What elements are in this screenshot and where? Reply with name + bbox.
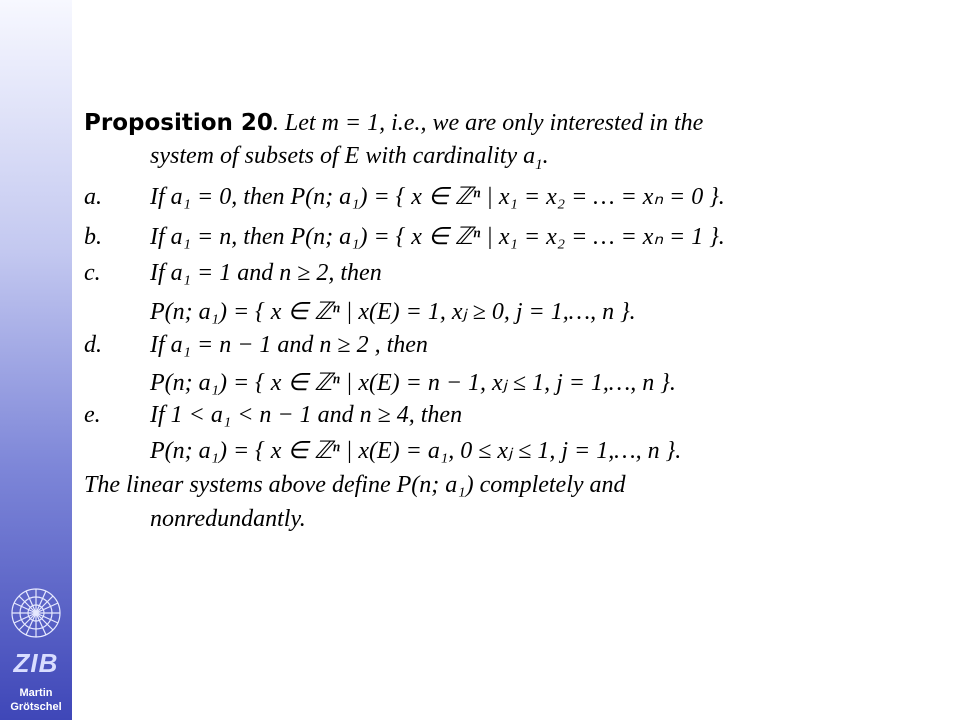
item-e-formula (150, 436, 681, 465)
proposition-intro: . Let m = 1, i.e., we are only interested in the (272, 110, 704, 136)
sidebar (0, 0, 72, 720)
zib-logo-text: ZIB (13, 648, 59, 678)
author-first-name: Martin (19, 687, 53, 699)
item-d (84, 332, 428, 359)
closing-text-cont: nonredundantly. (150, 506, 306, 532)
formula: P(n; a₁) = { x ∈ ℤⁿ | x(E) = a₁, 0 ≤ xⱼ ≤ 1, j = 1,…, n }. (150, 438, 682, 464)
proposition-intro-cont: system of subsets of E with cardinality a (150, 143, 536, 169)
formula: P(n; a₁) = { x ∈ ℤⁿ | x(E) = n − 1, xⱼ ≤ 1, j = 1,…, n }. (150, 370, 676, 396)
item-label: e. (84, 402, 101, 428)
closing-line-1 (84, 472, 626, 499)
item-label: d. (84, 332, 102, 358)
author-name (0, 686, 72, 714)
item-label: a. (84, 184, 102, 210)
proposition-title: Proposition 20 (84, 110, 273, 136)
subscript: 1 (535, 156, 543, 173)
item-d-formula (150, 368, 676, 397)
item-text: If a₁ = 1 and n ≥ 2, then (150, 260, 382, 286)
proposition-line-2 (150, 143, 549, 174)
item-a (84, 182, 725, 211)
item-text: If a₁ = n − 1 and n ≥ 2 , then (150, 332, 428, 358)
item-c-formula (150, 297, 636, 326)
proposition-line-1 (84, 110, 703, 137)
item-b (84, 222, 725, 251)
author-last-name: Grötschel (10, 701, 62, 713)
closing-line-2 (150, 506, 306, 533)
item-e (84, 402, 462, 429)
item-label: b. (84, 224, 102, 250)
item-c (84, 260, 382, 287)
item-text: If 1 < a₁ < n − 1 and n ≥ 4, then (150, 402, 463, 428)
item-label: c. (84, 260, 101, 286)
period: . (542, 143, 549, 169)
zib-emblem-icon (8, 585, 64, 645)
formula: P(n; a₁) = { x ∈ ℤⁿ | x(E) = 1, xⱼ ≥ 0, j = 1,…, n }. (150, 299, 636, 325)
item-text: If a₁ = 0, then P(n; a₁) = { x ∈ ℤⁿ | x₁ = x₂ = … = xₙ = 0 }. (150, 184, 725, 210)
closing-text: The linear systems above define P(n; a₁) completely and (84, 472, 626, 498)
item-text: If a₁ = n, then P(n; a₁) = { x ∈ ℤⁿ | x₁ = x₂ = … = xₙ = 1 }. (150, 224, 725, 250)
